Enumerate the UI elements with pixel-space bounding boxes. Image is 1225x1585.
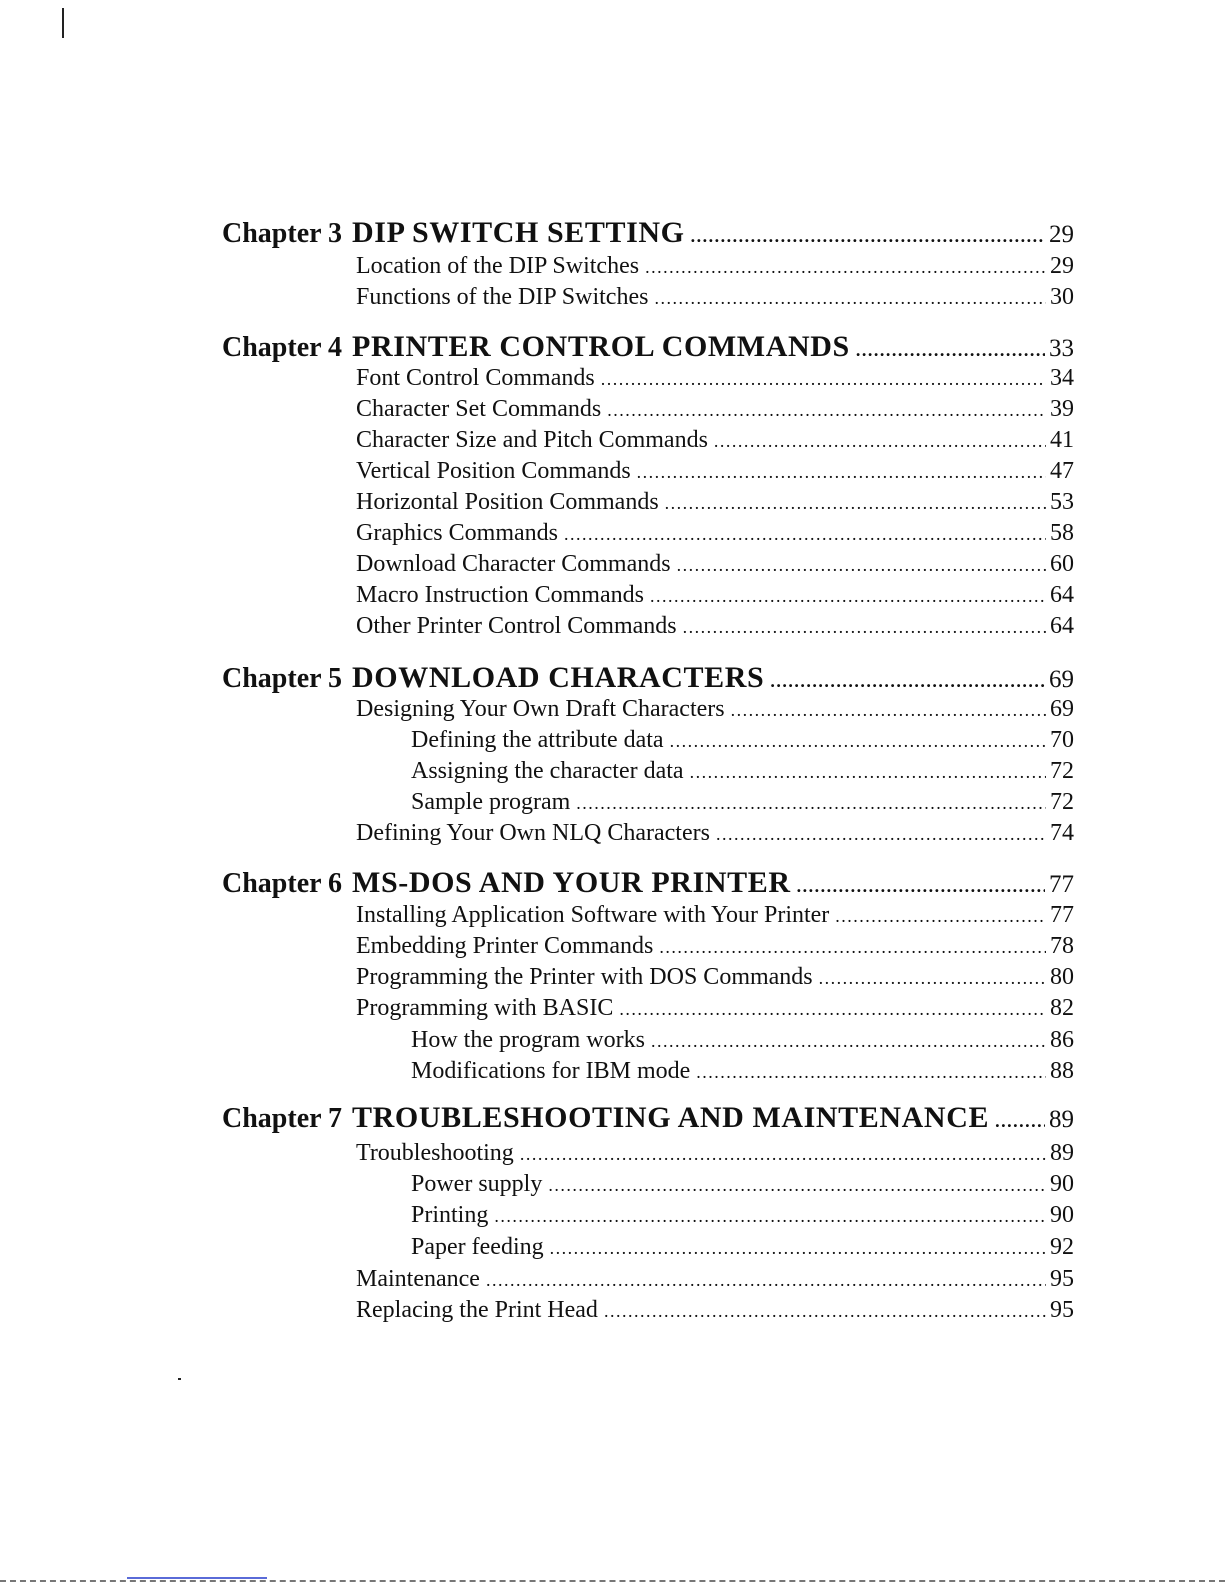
page-number: 64: [1050, 613, 1074, 639]
page-number: 90: [1050, 1202, 1074, 1228]
dot-leader: [731, 700, 1046, 721]
toc-subentry[interactable]: [411, 1234, 1074, 1261]
dot-leader: [714, 431, 1046, 452]
chapter-5-heading[interactable]: [222, 661, 1074, 695]
toc-entry[interactable]: [356, 551, 1074, 578]
toc-subentry[interactable]: [411, 727, 1074, 754]
chapter-title: DIP SWITCH SETTING: [352, 216, 685, 249]
toc-entry[interactable]: [356, 427, 1074, 454]
toc-entry[interactable]: [356, 458, 1074, 485]
dot-leader: [550, 1238, 1046, 1259]
toc-entry[interactable]: [356, 933, 1074, 960]
entry-label: Horizontal Position Commands: [356, 489, 659, 515]
page-number: 72: [1050, 758, 1074, 784]
entry-label: Modifications for IBM mode: [411, 1058, 691, 1084]
page-number: 33: [1049, 335, 1074, 362]
page-number: 29: [1049, 221, 1074, 248]
page-number: 72: [1050, 789, 1074, 815]
scan-speck: [178, 1378, 181, 1380]
page-number: 92: [1050, 1234, 1074, 1260]
entry-label: Macro Instruction Commands: [356, 582, 644, 608]
dot-leader: [494, 1206, 1046, 1227]
entry-label: Power supply: [411, 1171, 543, 1197]
dot-leader: [651, 1031, 1046, 1052]
dot-leader: [819, 968, 1046, 989]
dot-leader: [576, 793, 1046, 814]
dot-leader: [677, 555, 1046, 576]
dot-leader: [520, 1144, 1046, 1165]
page-number: 77: [1050, 902, 1074, 928]
toc-subentry[interactable]: [411, 758, 1074, 785]
page-number: 89: [1049, 1106, 1074, 1133]
toc-entry[interactable]: [356, 1266, 1074, 1293]
chapter-title: MS-DOS AND YOUR PRINTER: [352, 866, 791, 899]
entry-label: Functions of the DIP Switches: [356, 284, 649, 310]
chapter-number: Chapter 5: [222, 663, 343, 694]
page-number: 95: [1050, 1266, 1074, 1292]
dot-leader: [659, 937, 1046, 958]
page-number: 30: [1050, 284, 1074, 310]
chapter-number: Chapter 4: [222, 332, 343, 363]
dot-leader: [665, 493, 1046, 514]
entry-label: Replacing the Print Head: [356, 1297, 598, 1323]
entry-label: Font Control Commands: [356, 365, 595, 391]
dot-leader: [604, 1301, 1046, 1322]
chapter-number: Chapter 7: [222, 1103, 343, 1134]
toc-entry[interactable]: [356, 696, 1074, 723]
page-number: 69: [1050, 696, 1074, 722]
toc-entry[interactable]: [356, 995, 1074, 1022]
entry-label: Maintenance: [356, 1266, 480, 1292]
page-number: 82: [1050, 995, 1074, 1021]
entry-label: Download Character Commands: [356, 551, 671, 577]
entry-label: Vertical Position Commands: [356, 458, 631, 484]
page-number: 41: [1050, 427, 1074, 453]
entry-label: How the program works: [411, 1027, 645, 1053]
toc-entry[interactable]: [356, 489, 1074, 516]
page-bottom-edge: [0, 1580, 1225, 1582]
dot-leader: [637, 462, 1046, 483]
entry-label: Embedding Printer Commands: [356, 933, 654, 959]
entry-label: Troubleshooting: [356, 1140, 514, 1166]
page-number: 53: [1050, 489, 1074, 515]
dot-leader: [691, 226, 1045, 247]
dot-leader: [619, 999, 1046, 1020]
toc-subentry[interactable]: [411, 789, 1074, 816]
dot-leader: [995, 1111, 1045, 1132]
toc-entry[interactable]: [356, 582, 1074, 609]
chapter-number: Chapter 6: [222, 868, 343, 899]
chapter-7-heading[interactable]: [222, 1101, 1074, 1135]
dot-leader: [548, 1175, 1046, 1196]
entry-label: Character Size and Pitch Commands: [356, 427, 708, 453]
entry-label: Defining Your Own NLQ Characters: [356, 820, 710, 846]
page-number: 47: [1050, 458, 1074, 484]
dot-leader: [645, 257, 1046, 278]
dot-leader: [683, 617, 1046, 638]
dot-leader: [650, 586, 1046, 607]
dot-leader: [770, 671, 1045, 692]
page-number: 70: [1050, 727, 1074, 753]
toc-entry[interactable]: [356, 365, 1074, 392]
toc-entry[interactable]: [356, 902, 1074, 929]
page-number: 69: [1049, 666, 1074, 693]
page-number: 34: [1050, 365, 1074, 391]
dot-leader: [654, 288, 1046, 309]
page-number: 77: [1049, 871, 1074, 898]
entry-label: Character Set Commands: [356, 396, 602, 422]
toc-entry[interactable]: [356, 1140, 1074, 1167]
toc-subentry[interactable]: [411, 1202, 1074, 1229]
toc-entry[interactable]: [356, 613, 1074, 640]
page-number: 58: [1050, 520, 1074, 546]
entry-label: Programming the Printer with DOS Commands: [356, 964, 813, 990]
entry-label: Programming with BASIC: [356, 995, 614, 1021]
page-number: 60: [1050, 551, 1074, 577]
entry-label: Location of the DIP Switches: [356, 253, 640, 279]
toc-subentry[interactable]: [411, 1171, 1074, 1198]
dot-leader: [564, 524, 1046, 545]
entry-label: Graphics Commands: [356, 520, 558, 546]
chapter-number: Chapter 3: [222, 218, 343, 249]
page-number: 64: [1050, 582, 1074, 608]
toc-entry[interactable]: [356, 284, 1074, 311]
toc-subentry[interactable]: [411, 1027, 1074, 1054]
entry-label: Paper feeding: [411, 1234, 544, 1260]
page-number: 89: [1050, 1140, 1074, 1166]
toc-entry[interactable]: [356, 964, 1074, 991]
chapter-4-heading[interactable]: [222, 330, 1074, 364]
dot-leader: [670, 731, 1046, 752]
page-number: 88: [1050, 1058, 1074, 1084]
toc-entry[interactable]: [356, 520, 1074, 547]
dot-leader: [696, 1062, 1046, 1083]
page-number: 29: [1050, 253, 1074, 279]
dot-leader: [797, 876, 1045, 897]
page-bottom-link-underline: [127, 1577, 267, 1579]
page-number: 74: [1050, 820, 1074, 846]
page-number: 80: [1050, 964, 1074, 990]
toc-subentry[interactable]: [411, 1058, 1074, 1085]
toc-entry[interactable]: [356, 253, 1074, 280]
dot-leader: [716, 824, 1046, 845]
dot-leader: [607, 400, 1046, 421]
entry-label: Other Printer Control Commands: [356, 613, 677, 639]
entry-label: Designing Your Own Draft Characters: [356, 696, 725, 722]
chapter-title: TROUBLESHOOTING AND MAINTENANCE: [352, 1101, 990, 1134]
entry-label: Printing: [411, 1202, 489, 1228]
page-number: 78: [1050, 933, 1074, 959]
toc-entry[interactable]: [356, 396, 1074, 423]
dot-leader: [690, 762, 1046, 783]
toc-entry[interactable]: [356, 820, 1074, 847]
chapter-title: PRINTER CONTROL COMMANDS: [352, 330, 850, 363]
toc-entry[interactable]: [356, 1297, 1074, 1324]
chapter-3-heading[interactable]: [222, 216, 1074, 250]
entry-label: Defining the attribute data: [411, 727, 664, 753]
entry-label: Sample program: [411, 789, 571, 815]
dot-leader: [856, 340, 1045, 361]
dot-leader: [835, 906, 1046, 927]
dot-leader: [486, 1270, 1046, 1291]
scan-margin-mark: [62, 8, 64, 38]
chapter-title: DOWNLOAD CHARACTERS: [352, 661, 765, 694]
page-number: 90: [1050, 1171, 1074, 1197]
entry-label: Assigning the character data: [411, 758, 684, 784]
page-number: 95: [1050, 1297, 1074, 1323]
page-number: 86: [1050, 1027, 1074, 1053]
dot-leader: [601, 369, 1046, 390]
entry-label: Installing Application Software with Your Printer: [356, 902, 830, 928]
chapter-6-heading[interactable]: [222, 866, 1074, 900]
page-number: 39: [1050, 396, 1074, 422]
